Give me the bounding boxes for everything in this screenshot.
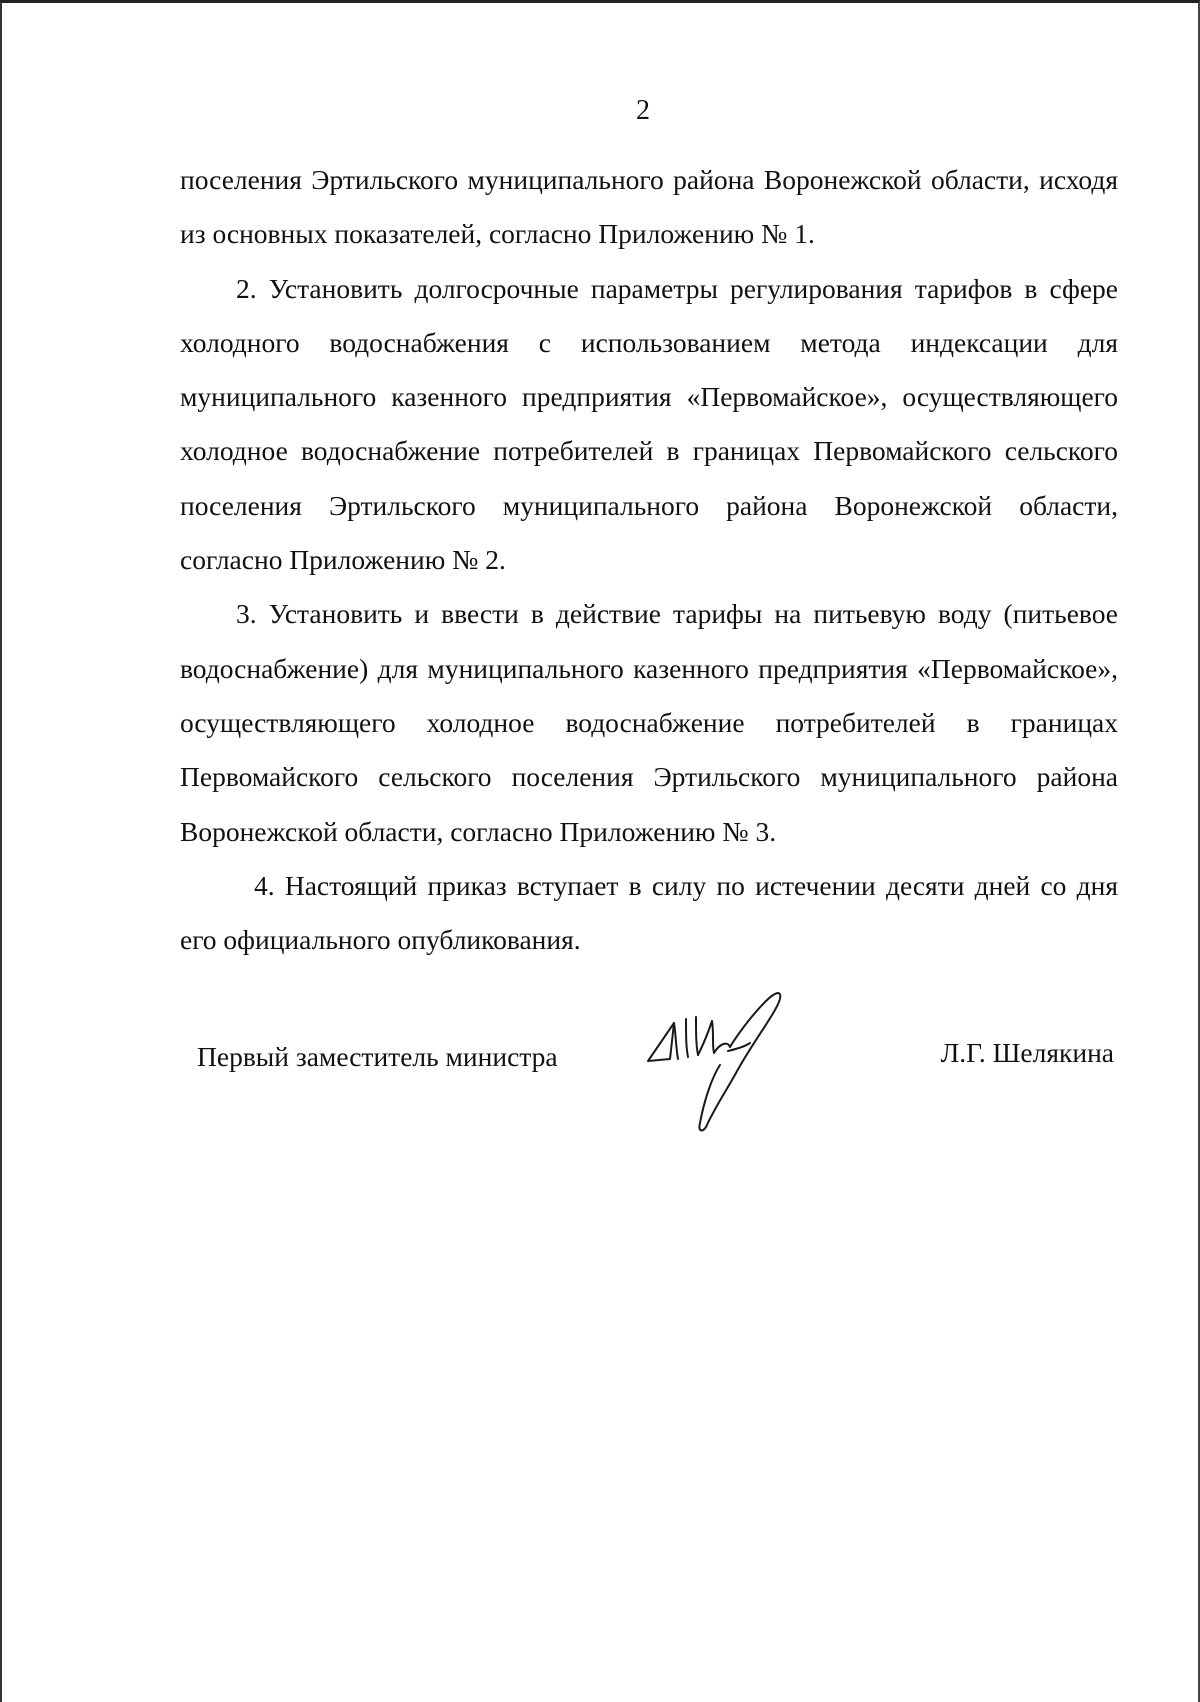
- paragraph-4: 4. Настоящий приказ вступает в силу по истечении десяти дней со дня его официального опубликования.: [180, 869, 1118, 956]
- paragraph-2: 2. Установить долгосрочные параметры регулирования тарифов в сфере холодного водоснабжения с использованием метода индексации для муниципального казенного предприятия «Первомайское», осуществляющего холодное водоснабжение потребителей в границах Первомайского сельского поселения Эртильского муниципального района Воронежской области, согласно Приложению № 2.: [180, 272, 1118, 576]
- signatory-position: Первый заместитель министра: [197, 1041, 558, 1072]
- signatory-name: Л.Г. Шелякина: [940, 1037, 1114, 1068]
- signature-block: [2, 1003, 1200, 1163]
- document-body: [180, 153, 1118, 967]
- paragraph-3: 3. Установить и ввести в действие тарифы на питьевую воду (питьевое водоснабжение) для муниципального казенного предприятия «Первомайское», осуществляющего холодное водоснабжение потребителей в границах Первомайского сельского поселения Эртильского муниципального района Воронежской области, согласно Приложению № 3.: [180, 598, 1118, 847]
- paragraph-continuation: поселения Эртильского муниципального района Воронежской области, исходя из основных показателей, согласно Приложению № 1.: [180, 164, 1118, 250]
- handwritten-signature: [640, 983, 820, 1143]
- page-number: 2: [636, 95, 650, 126]
